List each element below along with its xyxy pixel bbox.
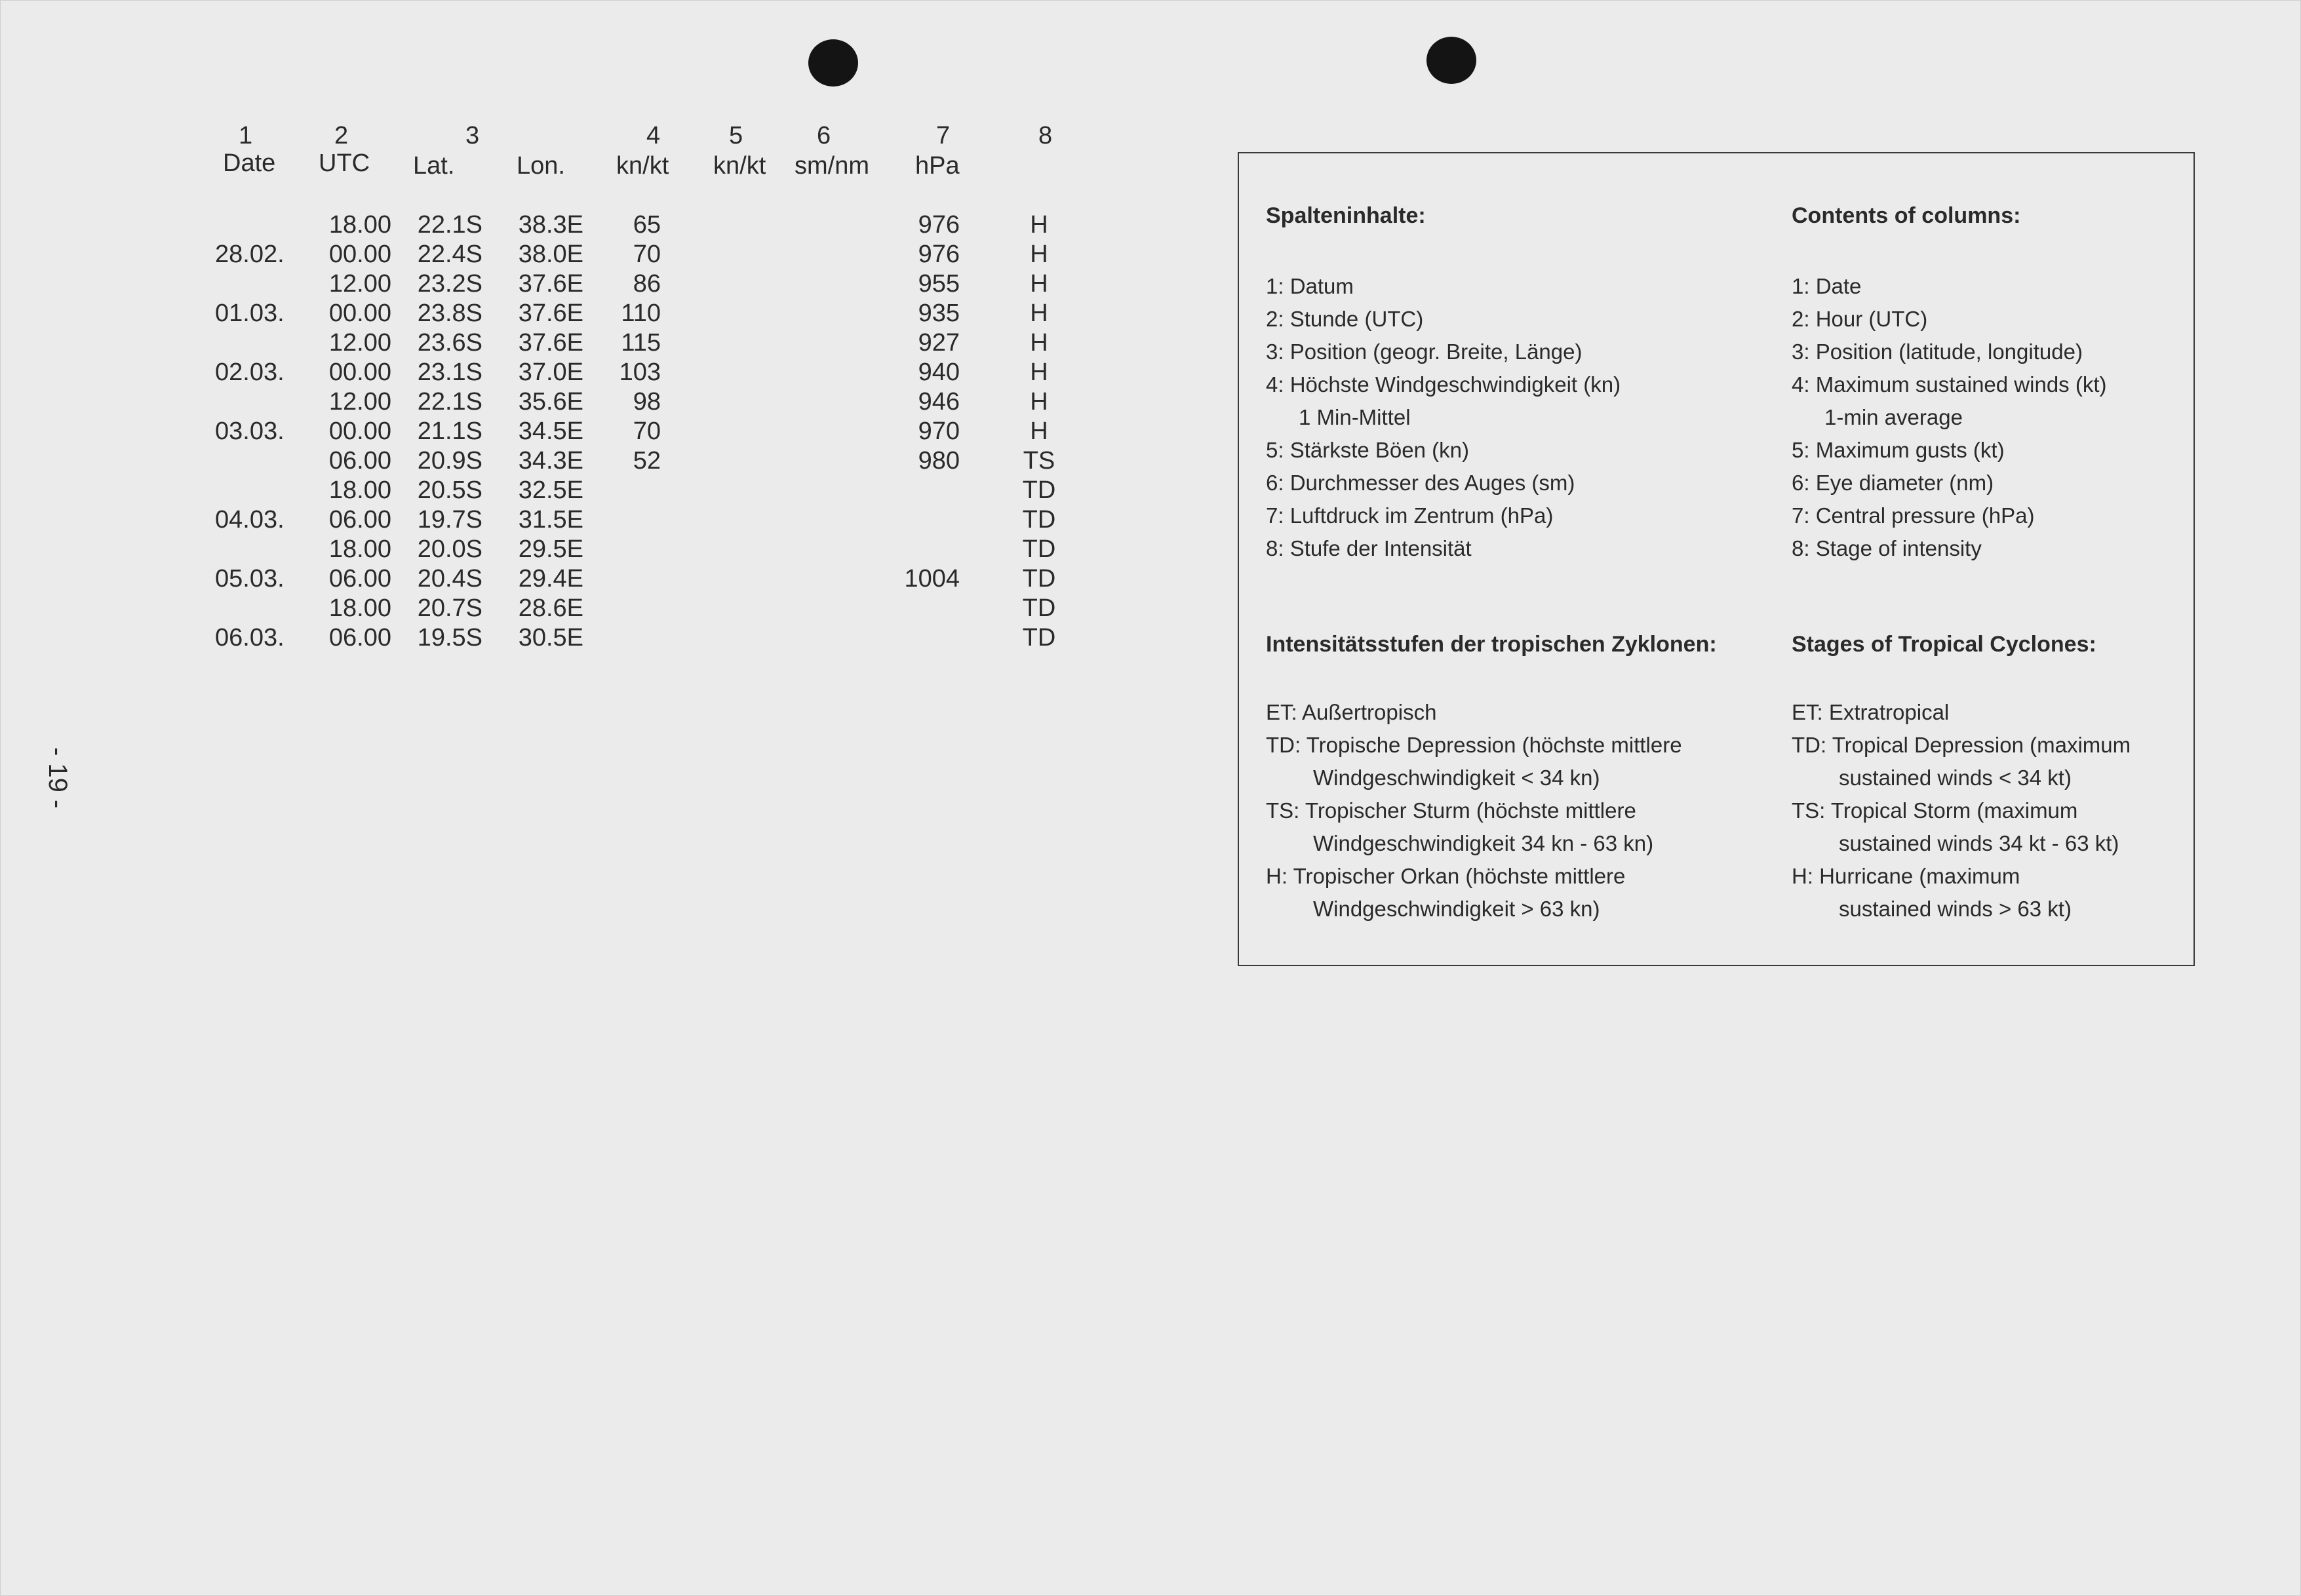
legend-stages-list-en	[1792, 696, 2185, 925]
cell-stage: H	[1030, 211, 1048, 239]
cell-wind: 110	[621, 300, 661, 327]
cell-pressure: 976	[918, 241, 960, 268]
cell-stage: TD	[1022, 594, 1056, 622]
cell-lon: 32.5E	[518, 477, 583, 504]
table-row	[197, 329, 1101, 359]
legend-stages-title-en: Stages of Tropical Cyclones:	[1792, 632, 2096, 657]
legend-item: 5: Maximum gusts (kt)	[1792, 438, 2005, 462]
legend-item: TD: Tropische Depression (höchste mittlere	[1266, 733, 1682, 757]
cell-wind: 103	[619, 359, 661, 386]
legend-item: 1 Min-Mittel	[1299, 405, 1411, 429]
cell-utc: 00.00	[328, 300, 391, 327]
cell-pressure: 927	[918, 329, 960, 357]
legend-item: 7: Central pressure (hPa)	[1792, 503, 2035, 528]
cell-stage: H	[1030, 388, 1048, 416]
cell-pressure: 940	[918, 359, 960, 386]
legend-item: 1-min average	[1824, 405, 1963, 429]
col-unit-gust: kn/kt	[713, 152, 766, 180]
legend-item: 1: Date	[1792, 274, 1862, 298]
col-number-3: 3	[465, 122, 480, 149]
cell-lon: 34.3E	[518, 447, 583, 475]
legend-item: 6: Eye diameter (nm)	[1792, 471, 1994, 495]
cell-lat: 22.1S	[417, 211, 482, 239]
cell-lat: 22.4S	[417, 241, 482, 268]
punch-hole-right	[1426, 37, 1476, 84]
legend-item: sustained winds > 63 kt)	[1839, 897, 2072, 921]
legend-item: H: Tropischer Orkan (höchste mittlere	[1266, 864, 1626, 888]
legend-item: 5: Stärkste Böen (kn)	[1266, 438, 1469, 462]
col-unit-wind: kn/kt	[616, 152, 669, 180]
cell-pressure: 976	[918, 211, 960, 239]
legend-columns-list-de	[1266, 270, 1771, 565]
cell-lat: 19.7S	[417, 506, 482, 534]
cell-utc: 12.00	[328, 329, 391, 357]
legend-columns-list-en	[1792, 270, 2185, 565]
cell-lon: 30.5E	[518, 624, 583, 652]
cell-date: 03.03.	[215, 418, 285, 445]
cell-pressure: 970	[918, 418, 960, 445]
cell-stage: H	[1030, 359, 1048, 386]
col-number-2: 2	[334, 122, 349, 149]
cell-lat: 23.8S	[417, 300, 482, 327]
cell-lon: 34.5E	[518, 418, 583, 445]
cell-lat: 21.1S	[417, 418, 482, 445]
cell-lon: 37.6E	[518, 270, 583, 298]
legend-columns-title-en: Contents of columns:	[1792, 203, 2021, 228]
col-unit-date: Date	[223, 149, 276, 177]
cell-lon: 38.3E	[518, 211, 583, 239]
cyclone-track-table	[197, 118, 1101, 682]
legend-item: Windgeschwindigkeit 34 kn - 63 kn)	[1313, 831, 1654, 855]
cell-lat: 22.1S	[417, 388, 482, 416]
table-row	[197, 506, 1101, 535]
legend-item: H: Hurricane (maximum	[1792, 864, 2020, 888]
cell-stage: TD	[1022, 565, 1056, 593]
cell-wind: 98	[633, 388, 661, 416]
cell-wind: 52	[633, 447, 661, 475]
cell-utc: 06.00	[328, 447, 391, 475]
cell-stage: TD	[1022, 506, 1056, 534]
cell-stage: H	[1030, 300, 1048, 327]
col-number-6: 6	[817, 122, 831, 149]
legend-item: ET: Extratropical	[1792, 700, 1950, 724]
col-unit-eye: sm/nm	[795, 152, 869, 180]
cell-date: 28.02.	[215, 241, 285, 268]
legend-item: TD: Tropical Depression (maximum	[1792, 733, 2131, 757]
legend-columns-title-de: Spalteninhalte:	[1266, 203, 1426, 228]
table-row	[197, 447, 1101, 477]
cell-utc: 18.00	[328, 535, 391, 563]
legend-item: 6: Durchmesser des Auges (sm)	[1266, 471, 1575, 495]
cell-wind: 65	[633, 211, 661, 239]
legend-item: TS: Tropical Storm (maximum	[1792, 798, 2078, 823]
col-unit-utc: UTC	[319, 149, 370, 177]
legend-item: 8: Stage of intensity	[1792, 536, 1982, 560]
cell-lat: 20.4S	[417, 565, 482, 593]
cell-stage: H	[1030, 329, 1048, 357]
cell-pressure: 1004	[904, 565, 960, 593]
cell-utc: 06.00	[328, 506, 391, 534]
legend-item: Windgeschwindigkeit < 34 kn)	[1313, 766, 1600, 790]
legend-item: 3: Position (latitude, longitude)	[1792, 340, 2083, 364]
cell-date: 02.03.	[215, 359, 285, 386]
cell-lon: 38.0E	[518, 241, 583, 268]
col-number-1: 1	[239, 122, 253, 149]
cell-lon: 29.5E	[518, 535, 583, 563]
col-unit-lon: Lon.	[517, 152, 565, 180]
cell-utc: 00.00	[328, 418, 391, 445]
table-row	[197, 359, 1101, 388]
cell-lat: 20.5S	[417, 477, 482, 504]
table-row	[197, 270, 1101, 300]
cell-stage: H	[1030, 241, 1048, 268]
cell-lat: 20.7S	[417, 594, 482, 622]
cell-lat: 23.6S	[417, 329, 482, 357]
table-row	[197, 211, 1101, 241]
cell-lat: 20.0S	[417, 535, 482, 563]
cell-stage: TD	[1022, 624, 1056, 652]
cell-wind: 70	[633, 418, 661, 445]
cell-lon: 35.6E	[518, 388, 583, 416]
cell-lon: 29.4E	[518, 565, 583, 593]
cell-date: 05.03.	[215, 565, 285, 593]
punch-hole-left	[808, 39, 858, 87]
col-unit-lat: Lat.	[413, 152, 455, 180]
legend-item: 3: Position (geogr. Breite, Länge)	[1266, 340, 1583, 364]
cell-stage: H	[1030, 270, 1048, 298]
cell-pressure: 946	[918, 388, 960, 416]
cell-wind: 115	[621, 329, 661, 357]
cell-date: 06.03.	[215, 624, 285, 652]
cell-utc: 18.00	[328, 477, 391, 504]
col-number-4: 4	[646, 122, 661, 149]
cell-stage: TD	[1022, 535, 1056, 563]
cell-stage: H	[1030, 418, 1048, 445]
cell-utc: 12.00	[328, 388, 391, 416]
cell-lat: 23.1S	[417, 359, 482, 386]
legend-box	[1238, 152, 2195, 966]
legend-item: 7: Luftdruck im Zentrum (hPa)	[1266, 503, 1554, 528]
cell-lon: 28.6E	[518, 594, 583, 622]
cell-utc: 06.00	[328, 565, 391, 593]
cell-wind: 86	[633, 270, 661, 298]
cell-utc: 06.00	[328, 624, 391, 652]
legend-item: ET: Außertropisch	[1266, 700, 1437, 724]
cell-lon: 37.6E	[518, 300, 583, 327]
table-row	[197, 241, 1101, 270]
cell-lat: 23.2S	[417, 270, 482, 298]
table-row	[197, 565, 1101, 594]
cell-utc: 18.00	[328, 211, 391, 239]
cell-stage: TS	[1023, 447, 1055, 475]
cell-pressure: 980	[918, 447, 960, 475]
cell-date: 04.03.	[215, 506, 285, 534]
legend-item: Windgeschwindigkeit > 63 kn)	[1313, 897, 1600, 921]
cell-utc: 00.00	[328, 359, 391, 386]
col-number-5: 5	[729, 122, 743, 149]
col-unit-hpa: hPa	[915, 152, 960, 180]
table-row	[197, 477, 1101, 506]
table-row	[197, 535, 1101, 565]
table-row	[197, 624, 1101, 653]
table-row	[197, 594, 1101, 624]
legend-item: TS: Tropischer Sturm (höchste mittlere	[1266, 798, 1636, 823]
legend-item: 2: Hour (UTC)	[1792, 307, 1928, 331]
legend-stages-title-de: Intensitätsstufen der tropischen Zyklonen:	[1266, 632, 1717, 657]
cell-utc: 12.00	[328, 270, 391, 298]
cell-lon: 37.6E	[518, 329, 583, 357]
legend-item: 4: Höchste Windgeschwindigkeit (kn)	[1266, 372, 1621, 397]
legend-item: 8: Stufe der Intensität	[1266, 536, 1472, 560]
cell-lat: 19.5S	[417, 624, 482, 652]
legend-item: 4: Maximum sustained winds (kt)	[1792, 372, 2107, 397]
cell-utc: 18.00	[328, 594, 391, 622]
cell-lat: 20.9S	[417, 447, 482, 475]
cell-lon: 37.0E	[518, 359, 583, 386]
table-row	[197, 300, 1101, 329]
cell-pressure: 955	[918, 270, 960, 298]
table-row	[197, 418, 1101, 447]
legend-stages-list-de	[1266, 696, 1771, 925]
cell-stage: TD	[1022, 477, 1056, 504]
cell-lon: 31.5E	[518, 506, 583, 534]
cell-date: 01.03.	[215, 300, 285, 327]
cell-wind: 70	[633, 241, 661, 268]
cell-utc: 00.00	[328, 241, 391, 268]
legend-item: 1: Datum	[1266, 274, 1354, 298]
col-number-7: 7	[936, 122, 951, 149]
table-row	[197, 388, 1101, 418]
page-number: - 19 -	[43, 747, 72, 809]
legend-item: sustained winds 34 kt - 63 kt)	[1839, 831, 2119, 855]
legend-item: sustained winds < 34 kt)	[1839, 766, 2072, 790]
cell-pressure: 935	[918, 300, 960, 327]
col-number-8: 8	[1038, 122, 1053, 149]
legend-item: 2: Stunde (UTC)	[1266, 307, 1424, 331]
